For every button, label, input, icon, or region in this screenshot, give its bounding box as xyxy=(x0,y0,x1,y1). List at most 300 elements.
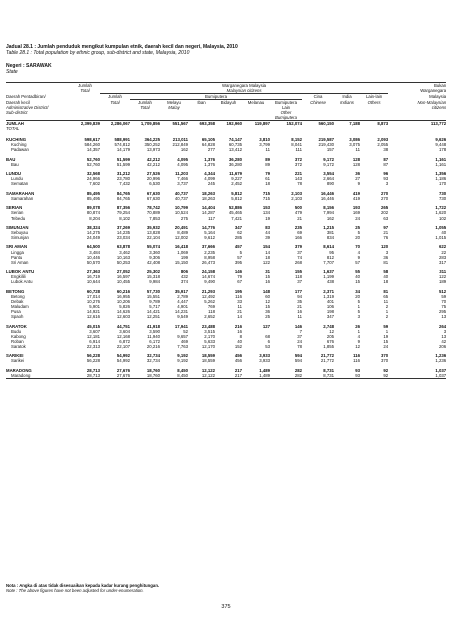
table-cell: 1,037 xyxy=(435,367,447,373)
table-cell: 57 xyxy=(237,254,242,260)
table-cell: 67,630 xyxy=(146,195,160,201)
table-cell: 350,252 xyxy=(144,142,160,148)
table-cell: 3 xyxy=(357,314,360,320)
table-cell: 7,763 xyxy=(177,343,188,349)
population-table xyxy=(6,82,446,379)
table-cell: 469 xyxy=(180,338,188,344)
table-cell: 16 xyxy=(265,279,270,285)
row-label: Pantu xyxy=(11,254,23,260)
table-cell: 60,728 xyxy=(86,288,100,294)
table-cell: 295 xyxy=(438,309,447,315)
row-label: Budu xyxy=(11,328,22,334)
table-cell: 594 xyxy=(294,353,302,359)
row-label: Betong xyxy=(11,293,25,299)
table-cell: 2,103 xyxy=(291,190,302,196)
table-cell: 8,204 xyxy=(89,215,100,221)
table-cell: 3,484 xyxy=(89,249,100,255)
table-cell: 372 xyxy=(294,156,302,162)
table-cell: 28,713 xyxy=(86,367,100,373)
table-cell: 27,363 xyxy=(86,269,100,275)
table-cell: 37 xyxy=(297,333,302,339)
table-cell: 122 xyxy=(438,274,447,280)
table-cell: 20,216 xyxy=(146,343,160,349)
row-label: Pusa xyxy=(11,309,21,315)
table-cell: 381 xyxy=(326,229,334,235)
table-cell: 245 xyxy=(207,181,215,187)
table-cell: 81 xyxy=(383,288,389,294)
table-cell: 213,011 xyxy=(172,137,188,143)
header-iban: Iban xyxy=(197,100,206,105)
table-cell: 93 xyxy=(355,367,360,373)
row-label: Bau xyxy=(11,161,19,167)
table-cell: 74 xyxy=(297,254,302,260)
table-cell: 372 xyxy=(294,161,302,167)
table-cell: 10,455 xyxy=(116,279,130,285)
table-cell: 36 xyxy=(355,171,360,177)
table-cell: 11 xyxy=(237,304,242,309)
table-cell: 60 xyxy=(265,293,270,299)
table-cell: 9,192 xyxy=(177,353,188,359)
header-bukan: Bukan xyxy=(388,83,446,89)
table-cell: 311 xyxy=(439,269,447,275)
table-cell: 1,055 xyxy=(435,224,447,230)
table-cell: 89 xyxy=(265,156,270,162)
table-cell: 6,914 xyxy=(89,338,100,344)
table-cell: 3,604 xyxy=(119,328,130,334)
table-cell: 401 xyxy=(326,298,334,304)
table-cell: 195 xyxy=(234,288,242,294)
table-cell: 212,849 xyxy=(172,142,188,148)
header-citizens: Malaysian citizens xyxy=(100,88,388,94)
table-cell: 890 xyxy=(326,181,334,187)
table-cell: 18,760 xyxy=(146,367,160,373)
table-cell: 317 xyxy=(438,259,447,265)
table-cell: 12,170 xyxy=(201,343,215,349)
table-cell: 6,872 xyxy=(119,338,130,344)
table-cell: 479 xyxy=(294,210,302,216)
table-cell: 2,652 xyxy=(204,314,215,320)
table-cell: 8,614 xyxy=(323,244,334,250)
table-cell: 1,161 xyxy=(435,161,447,167)
table-cell: 3,360 xyxy=(149,249,160,255)
table-cell: 12,251 xyxy=(146,314,160,320)
row-label: Roban xyxy=(11,338,24,344)
table-cell: 14,179 xyxy=(116,147,130,153)
table-cell: 12,181 xyxy=(86,333,100,339)
table-cell: 79 xyxy=(237,274,242,280)
table-cell: 21,293 xyxy=(201,288,215,294)
table-cell: 419 xyxy=(352,190,360,196)
table-cell: 9,490 xyxy=(204,279,215,285)
table-cell: 3,462 xyxy=(119,249,130,255)
table-cell: 38,324 xyxy=(86,224,100,230)
table-cell: 33 xyxy=(237,298,242,304)
row-label: Samarahan xyxy=(11,195,34,201)
table-cell: 4 xyxy=(357,249,360,255)
table-cell: 27,526 xyxy=(146,171,160,177)
table-cell: 18 xyxy=(265,254,270,260)
table-cell: 5,812 xyxy=(231,190,242,196)
row-label: Sarikei xyxy=(11,358,25,364)
table-cell: 152,074 xyxy=(286,121,302,126)
table-cell: 85,495 xyxy=(86,190,100,196)
table-cell: 155 xyxy=(294,269,302,275)
table-cell: 693,358 xyxy=(199,121,215,126)
header-other-bumi-2: Bumiputera xyxy=(270,115,302,121)
table-cell: 55,074 xyxy=(146,244,160,250)
row-label: Padawan xyxy=(11,147,29,153)
table-cell: 42,408 xyxy=(146,259,160,265)
table-cell: 27,052 xyxy=(116,269,130,275)
table-cell: 11 xyxy=(297,314,302,320)
table-cell: 14,421 xyxy=(146,309,160,315)
table-cell: 8,731 xyxy=(323,367,334,373)
table-cell: 79 xyxy=(265,171,270,177)
table-cell: 56,228 xyxy=(86,358,100,364)
table-cell: 206 xyxy=(438,343,447,349)
table-cell: 12 xyxy=(329,328,334,334)
table-cell: 36 xyxy=(383,254,389,260)
row-label: SARIKEI xyxy=(6,353,24,359)
table-cell: 14 xyxy=(237,314,242,320)
table-cell: 202 xyxy=(380,210,389,216)
table-cell: 3,086 xyxy=(349,137,360,143)
table-cell: 594 xyxy=(294,358,302,364)
table-cell: 9,789 xyxy=(149,298,160,304)
table-cell: 283 xyxy=(438,254,447,260)
table-cell: 84,765 xyxy=(116,195,130,201)
table-cell: 87,356 xyxy=(116,205,130,211)
table-cell: 28,713 xyxy=(70,373,100,379)
table-cell: 456 xyxy=(234,358,242,364)
table-cell: 14,776 xyxy=(201,224,215,230)
table-cell: 120 xyxy=(380,244,389,250)
table-row-district xyxy=(6,152,446,161)
header-district-2: Daerah kecil xyxy=(6,99,30,105)
table-cell: 119,897 xyxy=(254,121,270,126)
table-cell: 2,452 xyxy=(231,181,242,187)
row-label: Engkilili xyxy=(11,274,26,280)
table-cell: 6 xyxy=(267,338,270,344)
table-row-district xyxy=(6,187,446,196)
table-cell: 432 xyxy=(180,274,188,280)
table-cell: 35,932 xyxy=(146,224,160,230)
table-cell: 38 xyxy=(383,147,389,153)
table-cell: 8,102 xyxy=(119,215,130,221)
footnote xyxy=(6,583,159,593)
table-cell: 834 xyxy=(326,235,334,241)
table-cell: 61 xyxy=(265,176,270,182)
table-row-district xyxy=(6,265,446,274)
table-cell: 54,992 xyxy=(116,353,130,359)
table-cell: 128 xyxy=(352,161,360,167)
table-cell: 14,357 xyxy=(86,147,100,153)
header-india: India xyxy=(342,94,352,99)
table-cell: 21 xyxy=(297,304,302,309)
table-cell: 769 xyxy=(207,304,215,309)
table-cell: 63 xyxy=(383,215,389,221)
table-cell: 2,235 xyxy=(204,249,215,255)
table-cell: 574,812 xyxy=(114,142,130,148)
table-cell: 166 xyxy=(294,235,302,241)
table-cell: 235 xyxy=(294,224,302,230)
table-cell: 1 xyxy=(385,328,389,334)
table-cell: 2,286,067 xyxy=(110,121,130,126)
title-malay: Jadual 28.1 : Jumlah penduduk mengikut kumpulan etnik, daerah kecil dan negeri, Malaysia, 2010 xyxy=(6,44,238,50)
state-label-english: State xyxy=(6,69,18,76)
table-cell: 4,095 xyxy=(177,156,188,162)
table-cell: 14,287 xyxy=(201,210,215,216)
table-cell: 26 xyxy=(355,323,360,329)
table-cell: 2,055 xyxy=(377,142,389,148)
table-row-district xyxy=(6,319,446,328)
table-cell: 456 xyxy=(234,353,242,359)
table-cell: 3,933 xyxy=(259,358,270,364)
table-title xyxy=(6,44,446,57)
table-cell: 438 xyxy=(326,279,334,285)
table-cell: 118 xyxy=(208,309,215,315)
table-cell: 21,772 xyxy=(320,358,334,364)
header-warganegara: Warganegara Malaysia xyxy=(100,83,388,89)
table-cell: 97 xyxy=(383,224,389,230)
table-cell: 36,280 xyxy=(228,156,242,162)
table-cell: 22,313 xyxy=(86,343,100,349)
table-cell: 10,206 xyxy=(116,298,130,304)
header-district: Daerah Pentadbiran/ xyxy=(6,93,46,99)
table-cell: 5 xyxy=(357,309,360,315)
row-label: SAMARAHAN xyxy=(6,190,35,196)
table-cell: 14,921 xyxy=(86,309,100,315)
table-cell: 264 xyxy=(438,323,447,329)
table-cell: 24 xyxy=(297,338,302,344)
row-label: MARADONG xyxy=(6,367,32,373)
table-cell: 118 xyxy=(295,274,302,280)
table-cell: 13 xyxy=(441,314,447,320)
table-cell: 1,199 xyxy=(323,274,334,280)
table-cell: 94 xyxy=(297,293,302,299)
table-cell: 9,549 xyxy=(177,314,188,320)
table-cell: 1 xyxy=(357,304,360,309)
row-label: SRI AMAN xyxy=(6,244,28,250)
table-cell: 512 xyxy=(438,288,447,294)
table-cell: 379 xyxy=(294,244,302,250)
row-label: JUMLAH xyxy=(6,121,24,126)
table-cell: 11,679 xyxy=(229,171,242,177)
table-cell: 50,253 xyxy=(116,259,130,265)
row-label: SARATOK xyxy=(6,323,27,329)
table-cell: 92 xyxy=(360,373,388,379)
table-cell: 730 xyxy=(438,195,447,201)
table-cell: 24 xyxy=(355,215,360,221)
table-cell: 81 xyxy=(383,259,389,265)
table-cell: 74,147 xyxy=(228,137,242,143)
table-cell: 42,212 xyxy=(146,156,160,162)
row-label: Kabong xyxy=(11,333,26,339)
header-non-citizens: Non-Malaysian xyxy=(417,99,447,105)
table-cell: 34 xyxy=(355,288,360,294)
table-cell: 122 xyxy=(262,259,270,265)
row-label: SIMUNJAN xyxy=(6,224,29,230)
table-cell: 1,489 xyxy=(259,367,270,373)
table-cell: 12,168 xyxy=(116,333,130,339)
table-cell: 116 xyxy=(235,293,242,299)
table-cell: 16,955 xyxy=(116,293,130,299)
table-cell: 25 xyxy=(355,224,360,230)
page-number: 375 xyxy=(221,604,231,610)
table-cell: 551,567 xyxy=(172,121,188,126)
table-cell: 4,099 xyxy=(204,176,215,182)
table-cell: 221 xyxy=(294,171,302,177)
table-cell: 11 xyxy=(383,298,389,304)
table-cell: 65,105 xyxy=(201,137,215,143)
table-cell: 18,760 xyxy=(130,373,160,379)
header-jumlah-bumi: Jumlah xyxy=(138,100,152,105)
table-cell: 7,707 xyxy=(323,259,334,265)
table-cell: 16,446 xyxy=(320,190,334,196)
table-cell: 53 xyxy=(265,343,270,349)
table-cell: 102 xyxy=(438,215,447,221)
table-cell: 500 xyxy=(294,205,302,211)
table-cell: 16,446 xyxy=(320,195,334,201)
table-cell: 178 xyxy=(438,147,447,153)
table-cell: 134 xyxy=(262,210,270,216)
table-row-district xyxy=(6,349,446,358)
table-cell: 37,666 xyxy=(201,244,215,250)
table-cell: 1,620 xyxy=(435,210,447,216)
table-cell: 9 xyxy=(357,181,360,187)
table-cell: 89,078 xyxy=(86,205,100,211)
row-label: Tebedu xyxy=(11,215,26,221)
table-cell: 7,994 xyxy=(323,210,334,216)
table-cell: 3,799 xyxy=(259,142,270,148)
state-label-malay: Negeri : SARAWAK xyxy=(6,63,52,69)
table-cell: 31 xyxy=(265,269,270,275)
table-cell: 3 xyxy=(385,249,389,255)
table-cell: 9,172 xyxy=(323,156,334,162)
table-cell: 1,236 xyxy=(435,353,447,359)
table-cell: 5,717 xyxy=(149,304,160,309)
table-cell: 69 xyxy=(297,229,302,235)
table-cell: 85,495 xyxy=(86,195,100,201)
title-english: Table 28.1 : Total population by ethnic group, sub-district and state, Malaysia, 2010 xyxy=(6,50,190,57)
table-cell: 60,216 xyxy=(116,288,130,294)
table-cell: 21,772 xyxy=(320,353,334,359)
table-cell: 277 xyxy=(207,147,215,153)
table-cell: 2 xyxy=(385,314,389,320)
table-cell: 10,276 xyxy=(86,298,100,304)
table-cell: 5,633 xyxy=(204,338,215,344)
table-cell: 1,319 xyxy=(323,293,334,299)
table-cell: 15 xyxy=(383,338,389,344)
table-cell: 8 xyxy=(239,333,242,339)
table-cell: 3,554 xyxy=(323,171,334,177)
table-row-district xyxy=(6,221,446,230)
table-cell: 2,103 xyxy=(291,195,302,201)
table-cell: 78 xyxy=(297,181,302,187)
table-cell: 8,152 xyxy=(291,137,302,143)
header-bidayuh: Bidayuh xyxy=(220,100,237,105)
table-cell: 27,676 xyxy=(100,373,130,379)
table-cell: 67,630 xyxy=(146,190,160,196)
table-cell: 75 xyxy=(441,304,447,309)
table-cell: 12,616 xyxy=(86,314,100,320)
table-cell: 205 xyxy=(326,333,334,339)
table-cell: 22,104 xyxy=(146,235,160,241)
footnote-english: Note : The above figures have not been adjusted for under-enumeration. xyxy=(6,588,144,594)
table-cell: 8,041 xyxy=(291,142,302,148)
table-row-district xyxy=(6,131,446,142)
table-cell: 216 xyxy=(234,323,242,329)
table-cell: 275 xyxy=(180,215,188,221)
table-cell: 282 xyxy=(270,373,302,379)
table-cell: 15,150 xyxy=(174,259,188,265)
table-cell: 812 xyxy=(326,254,334,260)
table-cell: 14,275 xyxy=(86,229,100,235)
table-cell: 1,215 xyxy=(323,224,334,230)
table-cell: 14 xyxy=(265,249,270,255)
table-cell: 2,789 xyxy=(177,293,188,299)
table-cell: 3,515 xyxy=(204,328,215,334)
table-cell: 15,551 xyxy=(146,293,160,299)
table-row-district xyxy=(6,240,446,249)
table-cell: 5,901 xyxy=(89,304,100,309)
table-cell: 1,186 xyxy=(435,176,447,182)
table-cell: 1,637 xyxy=(323,269,334,275)
row-label: Spaoh xyxy=(11,314,24,320)
table-cell: 27,676 xyxy=(116,367,130,373)
table-cell: 19 xyxy=(383,333,389,339)
table-cell: 95 xyxy=(329,249,334,255)
table-cell: 22,107 xyxy=(116,343,130,349)
table-cell: 35,917 xyxy=(174,288,188,294)
table-cell: 584,260 xyxy=(84,142,100,148)
table-cell: 1,069 xyxy=(177,249,188,255)
table-cell: 17,014 xyxy=(86,293,100,299)
table-cell: 5,812 xyxy=(231,195,242,201)
table-cell: 1,161 xyxy=(435,156,447,162)
footnote-malay: Nota : Angka di atas tidak disesuaikan kepada kadar kurang penghitungan. xyxy=(6,583,160,588)
table-cell: 18,263 xyxy=(201,195,215,201)
table-cell: 265 xyxy=(380,205,389,211)
table-cell: 36 xyxy=(265,309,270,315)
table-cell: 11 xyxy=(265,147,270,153)
table-cell: 622 xyxy=(438,244,447,250)
table-cell: 4,447 xyxy=(177,298,188,304)
table-cell: 24,966 xyxy=(86,176,100,182)
table-cell: 14,235 xyxy=(116,229,130,235)
table-row-subdistrict xyxy=(6,373,446,379)
table-cell: 10,644 xyxy=(86,279,100,285)
table-cell: 40 xyxy=(441,229,447,235)
table-cell: 146 xyxy=(234,269,242,275)
table-cell: 70 xyxy=(441,298,447,304)
table-cell: 169 xyxy=(352,210,360,216)
table-cell: 2,170 xyxy=(204,333,215,339)
header-malaysia: Malaysia xyxy=(429,93,447,99)
table-cell: 18 xyxy=(383,279,389,285)
table-cell: 50,570 xyxy=(86,259,100,265)
table-cell: 11 xyxy=(355,147,360,153)
table-cell: 21 xyxy=(383,229,389,235)
header-cina: Cina xyxy=(313,94,323,99)
table-cell: 268 xyxy=(294,259,302,265)
table-cell: 4 xyxy=(357,333,360,339)
row-label: Saratok xyxy=(11,343,26,349)
table-cell: 20 xyxy=(355,235,360,241)
table-cell: 9,657 xyxy=(177,333,188,339)
table-cell: 5,164 xyxy=(204,229,215,235)
table-cell: 9,192 xyxy=(177,358,188,364)
